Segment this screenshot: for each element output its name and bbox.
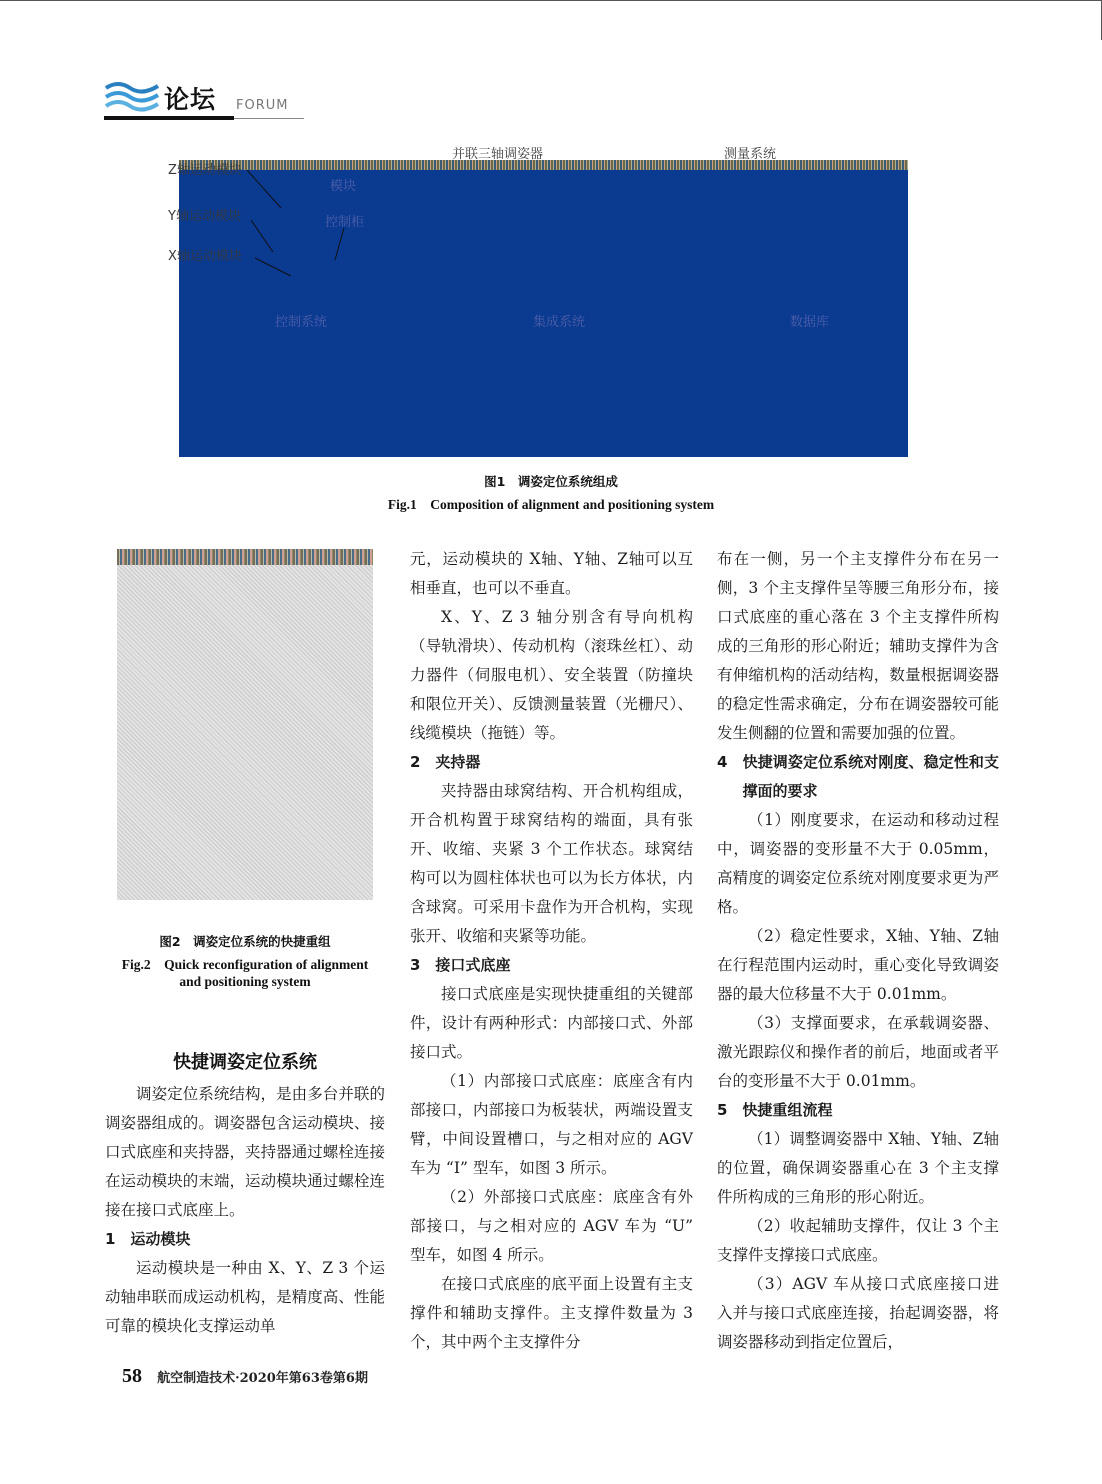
paragraph: 夹持器由球窝结构、开合机构组成，开合机构置于球窝结构的端面，具有张开、收缩、夹紧 3 个工作状态。球窝结构可以为圆柱体状也可以为长方体状，内含球窝。可采用卡盘作为开合机构，实现张开、收缩和夹紧等功能。 [410, 782, 693, 945]
section-title: 快捷调姿定位系统 [173, 1052, 317, 1073]
figure2-image [117, 549, 373, 900]
leader-line-cabinet [335, 228, 344, 260]
figure2-caption-cn: 图2 调姿定位系统的快捷重组 [159, 934, 331, 949]
paragraph: （1）内部接口式底座：底座含有内部接口，内部接口为板装状，两端设置支臂，中间设置槽口，与之相对应的 AGV 车为 “I” 型车，如图 3 所示。 [410, 1072, 693, 1177]
paragraph: 运动模块是一种由 X、Y、Z 3 个运动轴串联而成运动机构，是精度高、性能可靠的模块化支撑运动单 [105, 1259, 385, 1335]
label-control-cabinet: 控制柜 [325, 215, 365, 230]
paragraph: （3）支撑面要求，在承载调姿器、激光跟踪仪和操作者的前后，地面或者平台的变形量不大于 0.01mm。 [717, 1014, 999, 1090]
paragraph: （2）外部接口式底座：底座含有外部接口，与之相对应的 AGV 车为 “U” 型车，如图 4 所示。 [410, 1188, 693, 1264]
label-database: 数据库 [790, 315, 830, 330]
paragraph: 元，运动模块的 X轴、Y轴、Z轴可以互相垂直，也可以不垂直。 [410, 550, 693, 597]
top-border [0, 0, 1102, 1]
figure2-caption-en-line2: and positioning system [179, 974, 311, 989]
leader-line-x [255, 258, 291, 276]
paragraph: （1）刚度要求，在运动和移动过程中，调姿器的变形量不大于 0.05mm，高精度的调姿定位系统对刚度要求更为严格。 [717, 811, 999, 916]
header-rule-thin [234, 118, 304, 119]
label-module: 模块 [330, 179, 357, 194]
heading-gripper: 2 夹持器 [410, 753, 481, 771]
heading-reconfiguration-process: 5 快捷重组流程 [717, 1101, 833, 1119]
leader-line-z [247, 170, 281, 208]
column-2 [410, 545, 693, 1357]
heading-requirements: 4 快捷调姿定位系统对刚度、稳定性和支撑面的要求 [717, 753, 999, 800]
logo-title: 论坛 [164, 85, 217, 114]
figure1-caption-en: Fig.1 Composition of alignment and positioning system [387, 497, 715, 512]
heading-motion-module: 1 运动模块 [105, 1230, 191, 1248]
label-y-module: Y轴运动模块 [168, 209, 241, 224]
paragraph: （3）AGV 车从接口式底座接口进入并与接口式底座连接，抬起调姿器，将调姿器移动到指定位置后， [717, 1275, 999, 1351]
leader-line-y [251, 220, 273, 252]
label-parallel-aligner: 并联三轴调姿器 [452, 147, 544, 162]
column-3 [717, 545, 999, 1357]
figure2-noise-strip [117, 549, 373, 565]
figure2-caption-en-line1: Fig.2 Quick reconfiguration of alignment [121, 957, 369, 972]
label-z-module: Z轴运动模块 [168, 163, 242, 178]
paragraph: 布在一侧，另一个主支撑件分布在另一侧，3 个主支撑件呈等腰三角形分布，接口式底座的重心落在 3 个主支撑件所构成的三角形的形心附近；辅助支撑件为含有伸缩机构的活动结构，数量根据调姿器的稳定性需求确定，分布在调姿器较可能发生侧翻的位置和需要加强的位置。 [717, 550, 999, 742]
paragraph: 在接口式底座的底平面上设置有主支撑件和辅助支撑件。主支撑件数量为 3 个，其中两个主支撑件分 [410, 1275, 693, 1351]
figure1-leader-lines [179, 160, 908, 300]
paragraph: 调姿定位系统结构，是由多台并联的调姿器组成的。调姿器包含运动模块、接口式底座和夹持器，夹持器通过螺栓连接在运动模块的末端，运动模块通过螺栓连接在接口式底座上。 [105, 1085, 385, 1219]
journal-info: 航空制造技术·2020年第63卷第6期 [157, 1371, 368, 1386]
page-number: 58 [122, 1365, 142, 1387]
label-control-system: 控制系统 [275, 315, 328, 330]
paragraph: （2）稳定性要求，X轴、Y轴、Z轴在行程范围内运动时，重心变化导致调姿器的最大位移量不大于 0.01mm。 [717, 927, 999, 1003]
label-integration-system: 集成系统 [533, 315, 586, 330]
logo-forum: FORUM [236, 98, 289, 113]
column-1 [105, 1080, 385, 1341]
page-footer [122, 1365, 368, 1388]
forum-logo [104, 74, 304, 122]
paragraph: （1）调整调姿器中 X轴、Y轴、Z轴的位置，确保调姿器重心在 3 个主支撑件所构成的三角形的形心附近。 [717, 1130, 999, 1206]
heading-interface-base: 3 接口式底座 [410, 956, 511, 974]
label-measurement-system: 测量系统 [724, 147, 777, 162]
header-rule [104, 116, 234, 120]
paragraph: X、Y、Z 3 轴分别含有导向机构（导轨滑块）、传动机构（滚珠丝杠）、动力器件（伺服电机）、安全装置（防撞块和限位开关）、反馈测量装置（光栅尺）、线缆模块（拖链）等。 [410, 608, 693, 742]
label-x-module: X轴运动模块 [168, 249, 242, 264]
waves-icon [104, 78, 162, 114]
paragraph: （2）收起辅助支撑件，仅让 3 个主支撑件支撑接口式底座。 [717, 1217, 999, 1264]
paragraph: 接口式底座是实现快捷重组的关键部件，设计有两种形式：内部接口式、外部接口式。 [410, 985, 693, 1061]
figure1-caption-cn: 图1 调姿定位系统组成 [484, 474, 618, 489]
